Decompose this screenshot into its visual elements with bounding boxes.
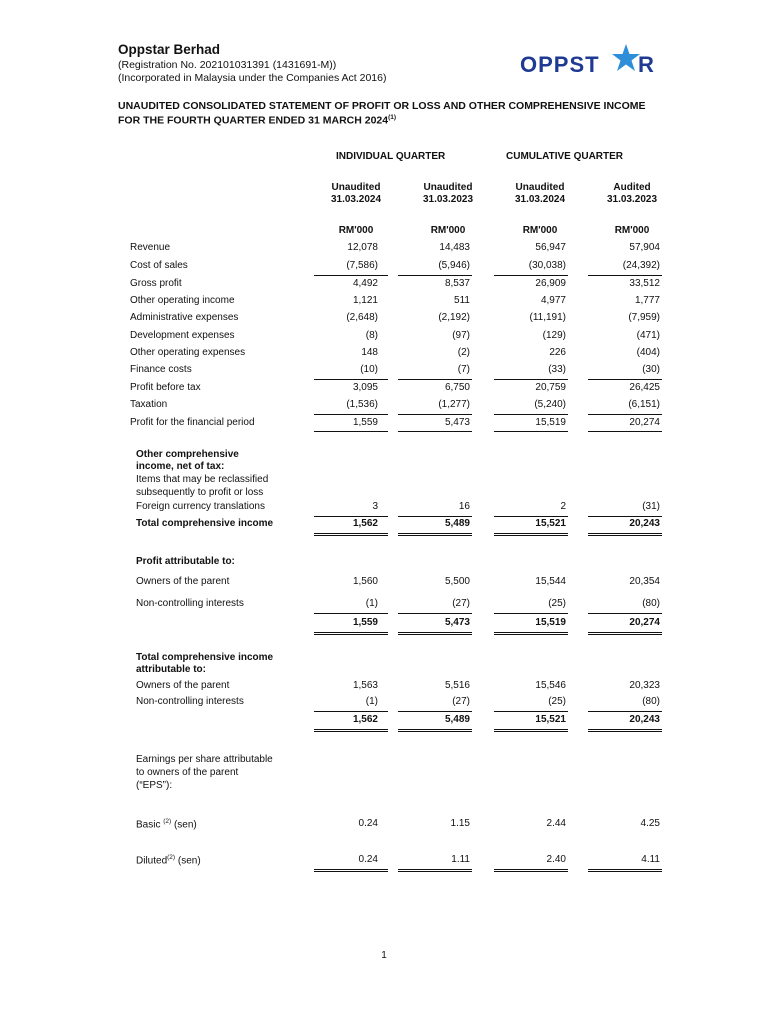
group-cumulative-quarter: CUMULATIVE QUARTER [506, 151, 624, 162]
income-row-value: (7,959) [628, 312, 660, 323]
oci-heading: income, net of tax: [136, 461, 225, 472]
profit-attributable-total: 5,473 [444, 617, 470, 628]
fx-translation-value: 16 [458, 501, 470, 512]
income-row-value: (33) [548, 364, 566, 375]
double-underline [588, 632, 662, 635]
income-row-label: Profit before tax [130, 382, 201, 393]
income-row-value: 20,759 [535, 382, 566, 393]
income-row-value: 26,909 [535, 278, 566, 289]
income-row-value: 226 [549, 347, 566, 358]
nci-label: Non-controlling interests [136, 598, 244, 609]
underline [494, 711, 568, 712]
basic-eps-label: Basic $^{(2)}$ (sen) [136, 818, 197, 831]
income-row-value: 6,750 [444, 382, 470, 393]
basic-eps-value: 0.24 [358, 818, 378, 829]
underline [314, 275, 388, 276]
income-row-value: (1,536) [346, 399, 378, 410]
owners-value: 5,516 [444, 680, 470, 691]
column-unit: RM'000 [338, 225, 374, 236]
income-row-label: Other operating expenses [130, 347, 246, 358]
column-header [311, 182, 401, 206]
underline [494, 379, 568, 380]
column-header [495, 182, 585, 206]
column-unit: RM'000 [430, 225, 466, 236]
underline [494, 275, 568, 276]
total-comprehensive-income-value: 20,243 [629, 518, 660, 529]
total-comprehensive-income-value: 1,562 [352, 518, 378, 529]
profit-attributable-total: 1,559 [352, 617, 378, 628]
income-row-value: (2,648) [346, 312, 378, 323]
diluted-eps-value: 0.24 [358, 854, 378, 865]
underline [314, 613, 388, 614]
owners-value: 1,560 [352, 576, 378, 587]
statement-title-line1: UNAUDITED CONSOLIDATED STATEMENT OF PROFIT OR LOSS AND OTHER COMPREHENSIVE INCOME [118, 100, 646, 112]
underline [588, 379, 662, 380]
owners-value: 20,323 [629, 680, 660, 691]
underline [588, 516, 662, 517]
underline [588, 431, 662, 432]
double-underline [314, 533, 388, 536]
column-header [403, 182, 493, 206]
underline [588, 613, 662, 614]
owners-value: 5,500 [444, 576, 470, 587]
income-row-label: Revenue [130, 242, 171, 253]
income-row-value: (30) [642, 364, 660, 375]
oci-subheading: subsequently to profit or loss [136, 487, 264, 498]
column-status: Audited [613, 182, 651, 193]
double-underline [494, 632, 568, 635]
income-row-value: 26,425 [629, 382, 660, 393]
diluted-eps-value: 1.11 [451, 854, 470, 865]
owners-label: Owners of the parent [136, 680, 230, 691]
underline [494, 431, 568, 432]
income-row-value: 8,537 [444, 278, 470, 289]
income-row-value: (8) [365, 330, 378, 341]
underline [588, 275, 662, 276]
column-status: Unaudited [515, 182, 565, 193]
income-row-label: Administrative expenses [130, 312, 239, 323]
oppstar-logo [520, 42, 654, 78]
tci-attributable-total: 5,489 [444, 714, 470, 725]
income-row-value: (11,191) [529, 312, 566, 323]
underline [398, 275, 472, 276]
income-row-value: (471) [636, 330, 660, 341]
double-underline [398, 869, 472, 872]
nci-label: Non-controlling interests [136, 696, 244, 707]
eps-heading: to owners of the parent [136, 767, 239, 778]
income-row-value: (7,586) [346, 260, 378, 271]
income-row-value: 1,121 [352, 295, 378, 306]
tci-attributable-heading: attributable to: [136, 664, 206, 675]
basic-eps-value: 1.15 [450, 818, 470, 829]
income-row-value: (2,192) [438, 312, 470, 323]
profit-attributable-total: 20,274 [629, 617, 660, 628]
fx-translation-value: (31) [642, 501, 660, 512]
basic-eps-value: 2.44 [546, 818, 566, 829]
income-row-value: (97) [452, 330, 470, 341]
nci-value: (80) [642, 696, 660, 707]
double-underline [398, 632, 472, 635]
underline [314, 516, 388, 517]
profit-attributable-heading: Profit attributable to: [136, 556, 235, 567]
double-underline [398, 533, 472, 536]
income-row-value: 15,519 [535, 417, 566, 428]
logo-text-left: OPPST [520, 52, 600, 77]
underline [398, 414, 472, 415]
owners-value: 15,546 [535, 680, 566, 691]
logo-text-right: R [638, 52, 654, 77]
incorporation-note: (Incorporated in Malaysia under the Companies Act 2016) [118, 72, 387, 84]
nci-value: (25) [548, 696, 566, 707]
fx-translation-value: 2 [560, 501, 566, 512]
double-underline [314, 729, 388, 732]
double-underline [398, 729, 472, 732]
fx-translation-label: Foreign currency translations [136, 501, 265, 512]
income-row-label: Profit for the financial period [130, 417, 255, 428]
income-row-value: 14,483 [439, 242, 470, 253]
income-row-label: Cost of sales [130, 260, 188, 271]
nci-value: (1) [365, 696, 378, 707]
owners-label: Owners of the parent [136, 576, 230, 587]
income-row-value: (129) [542, 330, 566, 341]
double-underline [588, 729, 662, 732]
column-date: 31.03.2023 [606, 194, 658, 205]
column-date: 31.03.2023 [422, 194, 474, 205]
column-unit: RM'000 [614, 225, 650, 236]
underline [588, 711, 662, 712]
double-underline [314, 869, 388, 872]
underline [398, 711, 472, 712]
underline [494, 516, 568, 517]
profit-attributable-total: 15,519 [535, 617, 566, 628]
income-row-value: (30,038) [528, 260, 566, 271]
nci-value: (80) [642, 598, 660, 609]
underline [314, 414, 388, 415]
total-comprehensive-income-label: Total comprehensive income [136, 518, 274, 529]
underline [314, 379, 388, 380]
income-row-value: 4,977 [540, 295, 566, 306]
eps-heading: (“EPS”): [136, 780, 173, 791]
statement-title-line2: FOR THE FOURTH QUARTER ENDED 31 MARCH 2024$^{(1)}$ [118, 114, 397, 127]
income-row-value: 148 [361, 347, 378, 358]
column-status: Unaudited [423, 182, 473, 193]
income-row-value: 4,492 [352, 278, 378, 289]
income-row-value: 1,559 [352, 417, 378, 428]
title-footnote-ref: (1) [388, 114, 397, 121]
income-row-label: Finance costs [130, 364, 192, 375]
owners-value: 15,544 [535, 576, 566, 587]
double-underline [494, 869, 568, 872]
eps-heading: Earnings per share attributable [136, 754, 273, 765]
owners-value: 20,354 [629, 576, 660, 587]
registration-number: (Registration No. 202101031391 (1431691-M)) [118, 59, 337, 71]
income-row-value: (5,946) [438, 260, 470, 271]
column-header [587, 182, 677, 206]
income-row-label: Taxation [130, 399, 168, 410]
income-row-value: (1,277) [438, 399, 470, 410]
nci-value: (27) [452, 598, 470, 609]
income-row-value: 12,078 [347, 242, 378, 253]
column-status: Unaudited [331, 182, 381, 193]
income-row-value: 33,512 [629, 278, 660, 289]
income-row-value: (6,151) [628, 399, 660, 410]
double-underline [494, 729, 568, 732]
underline [398, 516, 472, 517]
nci-value: (27) [452, 696, 470, 707]
nci-value: (1) [365, 598, 378, 609]
tci-attributable-total: 15,521 [535, 714, 566, 725]
income-row-value: (10) [360, 364, 378, 375]
underline [314, 431, 388, 432]
income-row-label: Gross profit [130, 278, 182, 289]
underline [588, 414, 662, 415]
diluted-eps-value: 4.11 [641, 854, 660, 865]
underline [494, 613, 568, 614]
basic-eps-value: 4.25 [640, 818, 660, 829]
income-row-label: Other operating income [130, 295, 235, 306]
underline [398, 613, 472, 614]
tci-attributable-heading: Total comprehensive income [136, 652, 274, 663]
total-comprehensive-income-value: 15,521 [535, 518, 566, 529]
oci-subheading: Items that may be reclassified [136, 474, 269, 485]
diluted-eps-label: Diluted$^{(2)}$ (sen) [136, 854, 201, 867]
income-row-value: 56,947 [535, 242, 566, 253]
income-row-value: (5,240) [534, 399, 566, 410]
tci-attributable-total: 20,243 [629, 714, 660, 725]
oci-heading: Other comprehensive [136, 449, 239, 460]
income-row-value: 20,274 [629, 417, 660, 428]
income-row-value: (7) [457, 364, 470, 375]
group-individual-quarter: INDIVIDUAL QUARTER [336, 151, 446, 162]
diluted-eps-value: 2.40 [546, 854, 566, 865]
nci-value: (25) [548, 598, 566, 609]
logo-star-icon [612, 44, 640, 71]
income-row-label: Development expenses [130, 330, 235, 341]
underline [494, 414, 568, 415]
income-row-value: 3,095 [352, 382, 378, 393]
income-row-value: 5,473 [444, 417, 470, 428]
page-number: 1 [381, 950, 387, 961]
column-date: 31.03.2024 [330, 194, 382, 205]
column-date: 31.03.2024 [514, 194, 566, 205]
income-row-value: 1,777 [634, 295, 660, 306]
company-name: Oppstar Berhad [118, 42, 221, 57]
income-row-value: (24,392) [622, 260, 660, 271]
income-row-value: 511 [454, 295, 470, 306]
fx-translation-value: 3 [372, 501, 378, 512]
double-underline [588, 533, 662, 536]
double-underline [588, 869, 662, 872]
underline [398, 379, 472, 380]
total-comprehensive-income-value: 5,489 [444, 518, 470, 529]
double-underline [314, 632, 388, 635]
owners-value: 1,563 [352, 680, 378, 691]
income-row-value: (404) [636, 347, 660, 358]
underline [314, 711, 388, 712]
column-unit: RM'000 [522, 225, 558, 236]
underline [398, 431, 472, 432]
double-underline [494, 533, 568, 536]
tci-attributable-total: 1,562 [352, 714, 378, 725]
income-row-value: (2) [457, 347, 470, 358]
income-row-value: 57,904 [629, 242, 660, 253]
